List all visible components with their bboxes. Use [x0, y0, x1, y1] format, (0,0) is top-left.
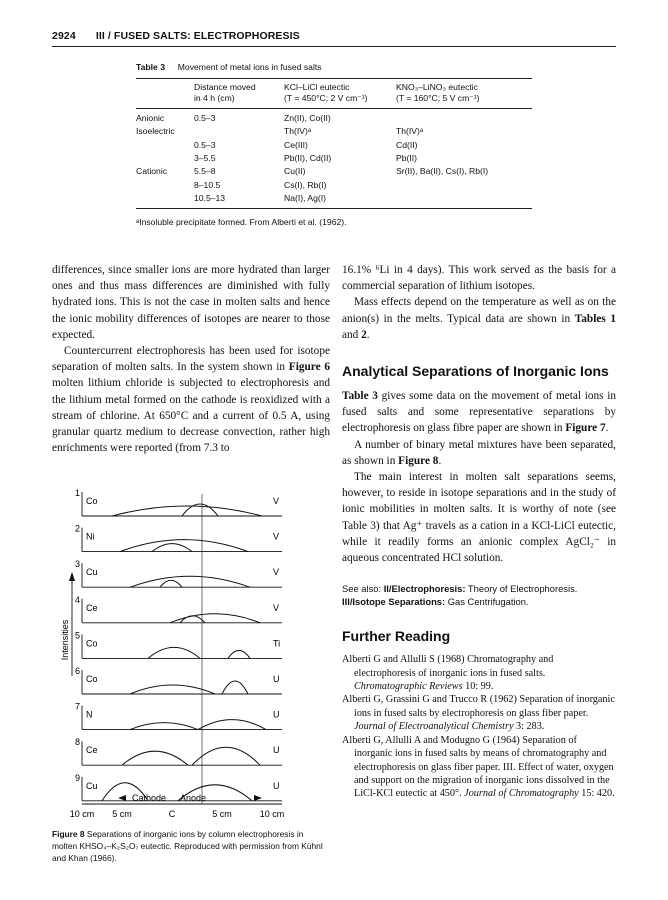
x-tick-label: 5 cm	[112, 809, 132, 819]
trace-number: 1	[75, 488, 81, 498]
trace-left-label: N	[86, 709, 93, 720]
table-cell-distance: 10.5–13	[194, 192, 226, 203]
table-cell-kcl: Ce(III)	[284, 139, 308, 150]
table-cell-kcl: Zn(II), Co(II)	[284, 113, 331, 123]
trace-number: 6	[75, 666, 81, 676]
trace-left-label: Co	[86, 674, 98, 684]
y-axis-label: Intensities	[60, 619, 70, 661]
col-head-kno3-2: (T = 160°C; 5 V cm⁻¹)	[396, 93, 480, 103]
table-footnote: ᵃInsoluble precipitate formed. From Alberti et al. (1962).	[136, 217, 347, 227]
cathode-arrow-icon	[118, 795, 126, 801]
col-head-kcl-2: (T = 450°C; 2 V cm⁻¹)	[284, 93, 368, 103]
figure-label: Figure 8	[52, 829, 85, 839]
table-cell-distance: 0.5–3	[194, 139, 216, 150]
table-title: Movement of metal ions in fused salts	[177, 62, 322, 72]
x-axis	[70, 804, 285, 819]
see-also: See also: II/Electrophoresis: Theory of Electrophoresis. III/Isotope Separations: Gas Centrifugation.	[342, 583, 578, 608]
trace-left-label: Cu	[86, 567, 98, 578]
trace-right-label: V	[273, 567, 280, 578]
trace-left-label: Co	[86, 638, 98, 649]
table-cell-type: Cationic	[136, 166, 168, 177]
reference-journal: Chromatographic Reviews	[354, 681, 463, 693]
table-cell-kcl: Cu(II)	[284, 166, 306, 177]
trace-right-label: V	[273, 531, 280, 542]
trace-right-label: U	[273, 745, 280, 756]
anode-arrow-icon	[254, 795, 262, 801]
trace-curve	[130, 576, 250, 587]
trace-right-label: U	[273, 674, 280, 684]
table-cell-kno3: Pb(II)	[396, 152, 418, 163]
reference-list	[342, 653, 616, 800]
right-paragraph-1: 16.1% ⁶Li in 4 days). This work served as the basis for a commercial separation of lithium isotopes.	[342, 264, 616, 293]
trace-number: 8	[75, 737, 81, 748]
figure-8	[60, 480, 310, 820]
trace-number: 3	[75, 559, 81, 570]
x-tick-label: 5 cm	[212, 809, 232, 819]
trace-right-label: Ti	[273, 638, 281, 649]
figure-7-ref[interactable]: Figure 7	[565, 422, 606, 435]
right-paragraph-5: The main interest in molten salt separations seems, however, to reside in isotope separations and in the study of ionic mobilities in molten salts. It is worthy of note (see Table 3) that Ag⁺ travels as a cation in a KCl-LiCl eutectic, while it readily forms an anionic complex AgCl₂⁻ in aqueous concentrated HCl solution.	[342, 471, 616, 565]
figure-8-ref[interactable]: Figure 8	[398, 454, 439, 467]
trace-number: 5	[75, 630, 81, 641]
trace-curve	[122, 747, 260, 765]
right-paragraph-3: Table 3 gives some data on the movement of metal ions in fused salts and some representative separations by electrophoresis on glass fibre paper are shown in Figure 7.	[342, 390, 616, 435]
table-cell-distance: 5.5–8	[194, 166, 216, 177]
trace-number: 4	[75, 594, 81, 605]
table-cell-distance: 0.5–3	[194, 113, 216, 123]
x-ticks	[70, 809, 285, 819]
col-head-kno3-1: KNO₃–LiNO₃ eutectic	[396, 82, 478, 92]
anode-label: Anode	[180, 793, 207, 803]
reference-journal: Journal of Electroanalytical Chemistry	[354, 721, 514, 733]
trace-curve	[130, 720, 266, 730]
right-paragraph-2: Mass effects depend on the temperature as well as on the anion(s) in the melts. Typical data are shown in Tables 1 and 2.	[342, 296, 616, 341]
trace-left-label: Ce	[86, 745, 98, 756]
table-cell-kcl: Pb(II), Cd(II)	[284, 152, 332, 163]
table-3-ref[interactable]: Table 3	[342, 390, 378, 403]
table-label: Table 3	[136, 62, 165, 72]
table-cell-distance: 8–10.5	[194, 179, 221, 190]
trace-right-label: U	[273, 709, 280, 720]
table-cell-kcl: Th(IV)ᵃ	[284, 126, 312, 137]
trace-curve	[130, 681, 248, 694]
figure-traces	[75, 488, 282, 804]
running-head	[52, 30, 300, 42]
see-also-link-2[interactable]: III/Isotope Separations:	[342, 596, 446, 608]
reference-item: Alberti G, Grassini G and Trucco R (1962) Separation of inorganic ions in fused salts by electrophoresis on glass fiber paper. Journal of Electroanalytical Chemistry 3: 283.	[342, 694, 615, 733]
trace-number: 7	[75, 701, 81, 712]
tables-1-ref[interactable]: Tables 1	[574, 312, 616, 325]
figure-6-ref[interactable]: Figure 6	[288, 361, 330, 374]
trace-left-label: Ce	[86, 602, 98, 613]
further-reading-heading: Further Reading	[342, 628, 451, 645]
trace-curve	[112, 504, 262, 516]
col-head-distance-1: Distance moved	[194, 82, 256, 92]
y-axis-arrowhead	[69, 572, 75, 581]
see-also-link-1[interactable]: II/Electrophoresis:	[383, 583, 466, 595]
table-2-ref[interactable]: 2	[361, 328, 367, 341]
table-cell-kcl: Cs(I), Rb(I)	[284, 179, 327, 190]
cathode-label: Cathode	[132, 793, 167, 803]
x-tick-label: 10 cm	[69, 809, 95, 819]
trace-curve	[120, 540, 248, 552]
col-head-distance-2: in 4 h (cm)	[194, 93, 235, 103]
table-bottom-rule	[136, 208, 532, 209]
trace-right-label: V	[273, 602, 280, 613]
table-cell-kno3: Cd(II)	[396, 139, 418, 150]
table-caption	[136, 62, 322, 72]
table-cell-kno3: Sr(II), Ba(II), Cs(I), Rb(I)	[396, 166, 489, 177]
table-cell-type: Anionic	[136, 113, 165, 123]
trace-curve	[148, 647, 250, 658]
trace-left-label: Co	[86, 496, 98, 506]
table-cell-kno3: Th(IV)ᵃ	[396, 126, 424, 137]
section-heading-analytical: Analytical Separations of Inorganic Ions	[342, 363, 609, 380]
right-column	[342, 262, 616, 801]
reference-item: Alberti G and Allulli S (1968) Chromatography and electrophoresis of inorganic ions in fused salts. Chromatographic Reviews 10: 99.	[342, 654, 554, 693]
reference-journal: Journal of Chromatography	[464, 788, 579, 800]
col-head-kcl-1: KCl–LiCl eutectic	[284, 82, 350, 92]
right-paragraph-4: A number of binary metal mixtures have been separated, as shown in Figure 8.	[342, 438, 616, 467]
trace-left-label: Cu	[86, 780, 98, 791]
trace-curve	[170, 614, 260, 623]
table-top-rule	[136, 78, 532, 79]
table-cell-kcl: Na(I), Ag(I)	[284, 192, 327, 203]
trace-number: 2	[75, 523, 81, 534]
x-tick-label: C	[168, 809, 176, 819]
table-cell-distance: 3–5.5	[194, 152, 216, 163]
trace-right-label: V	[273, 496, 280, 506]
left-paragraph-2: Countercurrent electrophoresis has been used for isotope separation of molten salts. In the system shown in Figure 6 molten lithium chloride is subjected to electrophoresis and the lithium metal formed on the cathode is reoxidized with a stream of chlorine. At 650°C and a current of 0.5 A, using granular quartz medium to decrease convection, rather high enrichments were reported (from 7.3 to	[52, 345, 330, 455]
reference-item: Alberti G, Allulli A and Modugno G (1964) Separation of inorganic ions in fused salts by means of chromatography and electrophoresis on glass fiber paper. III. Effect of water, oxygen and support on the migration of inorganic ions dissolved in the LiCl-KCl eutectic at 450°. Journal of Chromatography 15: 420.	[342, 734, 615, 800]
header-rule	[52, 46, 616, 47]
trace-right-label: U	[273, 780, 280, 791]
page-number: 2924	[52, 30, 76, 42]
left-column	[52, 262, 330, 456]
trace-number: 9	[75, 772, 81, 783]
see-also-label: See also:	[342, 583, 382, 595]
trace-left-label: Ni	[86, 531, 95, 542]
table-cell-type: Isoelectric	[136, 126, 175, 137]
table-head-rule	[136, 108, 532, 109]
section-title: III / FUSED SALTS: ELECTROPHORESIS	[95, 30, 300, 42]
figure-caption: Figure 8 Separations of inorganic ions by column electrophoresis in molten KHSO₄–K₂S₂O₇ eutectic. Reproduced with permission from Kühnl and Khan (1966).	[52, 829, 323, 864]
x-tick-label: 10 cm	[259, 809, 285, 819]
left-paragraph-1: differences, since smaller ions are more hydrated than larger ones and thus mass differences are diminished with fully hydrated ions. This is not the case in molten salts and hence the ionic mobility differences of isotopes are nearer to those expected.	[52, 264, 330, 341]
